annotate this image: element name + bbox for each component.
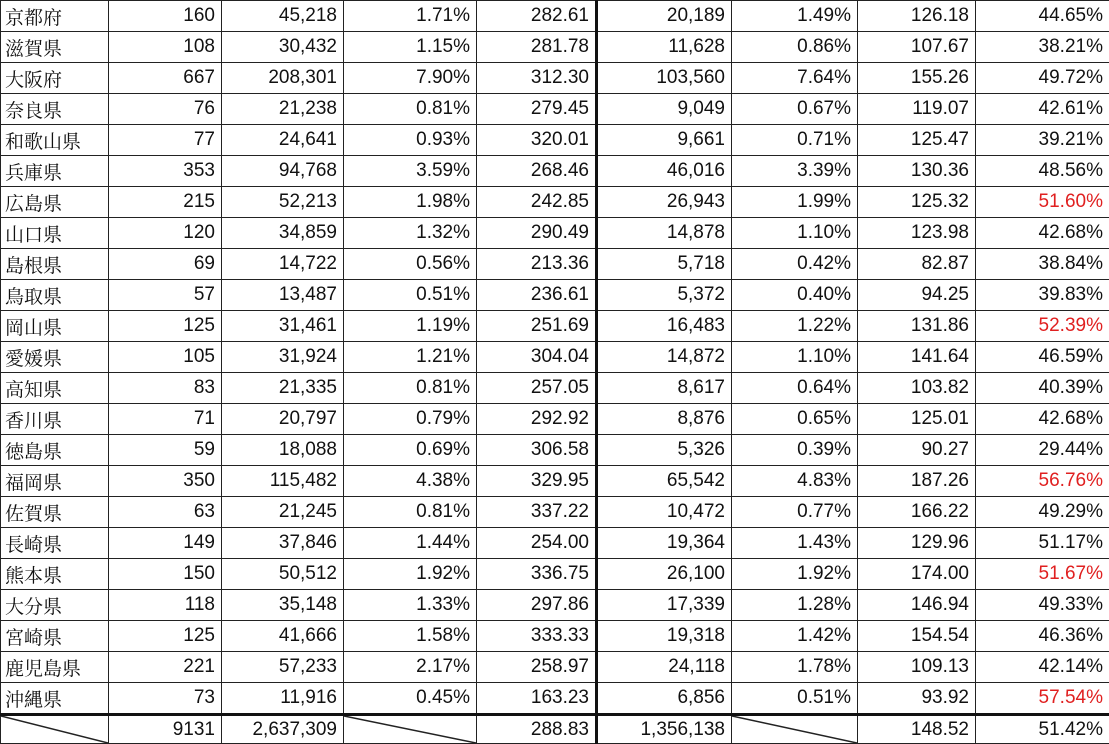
share-cell: 7.90%	[344, 63, 477, 94]
average-cell: 329.95	[477, 466, 597, 497]
average2-cell: 155.26	[858, 63, 976, 94]
share2-cell: 1.10%	[732, 342, 858, 373]
count2-cell: 10,472	[597, 497, 732, 528]
ratio-cell: 38.84%	[976, 249, 1109, 280]
ratio-cell: 39.21%	[976, 125, 1109, 156]
prefecture-cell: 鳥取県	[1, 280, 109, 311]
average-cell: 306.58	[477, 435, 597, 466]
count2-cell: 11,628	[597, 32, 732, 63]
average2-cell: 125.47	[858, 125, 976, 156]
share-cell: 1.32%	[344, 218, 477, 249]
table-row	[1, 1, 1109, 32]
members-cell: 21,335	[222, 373, 344, 404]
average2-cell: 82.87	[858, 249, 976, 280]
table-row	[1, 404, 1109, 435]
share2-cell: 0.67%	[732, 94, 858, 125]
table-row	[1, 280, 1109, 311]
share2-cell: 0.42%	[732, 249, 858, 280]
total-ratio: 51.42%	[976, 715, 1109, 744]
average-cell: 258.97	[477, 652, 597, 683]
ratio-cell: 49.72%	[976, 63, 1109, 94]
members-cell: 35,148	[222, 590, 344, 621]
share-cell: 1.92%	[344, 559, 477, 590]
prefecture-cell: 愛媛県	[1, 342, 109, 373]
ratio-cell: 42.61%	[976, 94, 1109, 125]
share2-cell: 1.92%	[732, 559, 858, 590]
members-cell: 37,846	[222, 528, 344, 559]
share-cell: 0.81%	[344, 94, 477, 125]
count2-cell: 24,118	[597, 652, 732, 683]
ratio-cell: 46.36%	[976, 621, 1109, 652]
count2-cell: 5,718	[597, 249, 732, 280]
share-cell: 1.19%	[344, 311, 477, 342]
count2-cell: 5,326	[597, 435, 732, 466]
count-cell: 125	[109, 311, 222, 342]
members-cell: 13,487	[222, 280, 344, 311]
ratio-cell: 40.39%	[976, 373, 1109, 404]
count-cell: 667	[109, 63, 222, 94]
prefecture-cell: 京都府	[1, 1, 109, 32]
average2-cell: 90.27	[858, 435, 976, 466]
average-cell: 257.05	[477, 373, 597, 404]
ratio-cell: 42.14%	[976, 652, 1109, 683]
share2-cell: 0.71%	[732, 125, 858, 156]
count2-cell: 14,878	[597, 218, 732, 249]
average2-cell: 141.64	[858, 342, 976, 373]
count-cell: 105	[109, 342, 222, 373]
members-cell: 11,916	[222, 683, 344, 715]
count-cell: 57	[109, 280, 222, 311]
prefecture-cell: 高知県	[1, 373, 109, 404]
average-cell: 336.75	[477, 559, 597, 590]
members-cell: 41,666	[222, 621, 344, 652]
table-row	[1, 559, 1109, 590]
ratio-cell: 49.29%	[976, 497, 1109, 528]
ratio-cell: 51.67%	[976, 559, 1109, 590]
share-cell: 1.71%	[344, 1, 477, 32]
table-row	[1, 590, 1109, 621]
total-avg2: 148.52	[858, 715, 976, 744]
count-cell: 125	[109, 621, 222, 652]
average-cell: 333.33	[477, 621, 597, 652]
average-cell: 236.61	[477, 280, 597, 311]
average2-cell: 107.67	[858, 32, 976, 63]
members-cell: 24,641	[222, 125, 344, 156]
average2-cell: 119.07	[858, 94, 976, 125]
table-row	[1, 32, 1109, 63]
count2-cell: 5,372	[597, 280, 732, 311]
count-cell: 118	[109, 590, 222, 621]
share2-cell: 0.39%	[732, 435, 858, 466]
average-cell: 281.78	[477, 32, 597, 63]
count-cell: 120	[109, 218, 222, 249]
prefecture-cell: 山口県	[1, 218, 109, 249]
count-cell: 73	[109, 683, 222, 715]
members-cell: 21,245	[222, 497, 344, 528]
average2-cell: 109.13	[858, 652, 976, 683]
count-cell: 83	[109, 373, 222, 404]
table-row	[1, 187, 1109, 218]
average2-cell: 125.32	[858, 187, 976, 218]
ratio-cell: 57.54%	[976, 683, 1109, 715]
count-cell: 160	[109, 1, 222, 32]
count-cell: 76	[109, 94, 222, 125]
total-avg: 288.83	[477, 715, 597, 744]
average-cell: 337.22	[477, 497, 597, 528]
share-cell: 1.33%	[344, 590, 477, 621]
average2-cell: 154.54	[858, 621, 976, 652]
total-members: 2,637,309	[222, 715, 344, 744]
ratio-cell: 44.65%	[976, 1, 1109, 32]
average-cell: 242.85	[477, 187, 597, 218]
prefecture-cell: 佐賀県	[1, 497, 109, 528]
table-row	[1, 311, 1109, 342]
share-cell: 4.38%	[344, 466, 477, 497]
share-cell: 0.56%	[344, 249, 477, 280]
total-share2-empty	[732, 715, 858, 744]
prefecture-cell: 沖縄県	[1, 683, 109, 715]
members-cell: 21,238	[222, 94, 344, 125]
table-row	[1, 466, 1109, 497]
table-row	[1, 497, 1109, 528]
members-cell: 34,859	[222, 218, 344, 249]
average2-cell: 123.98	[858, 218, 976, 249]
average-cell: 279.45	[477, 94, 597, 125]
members-cell: 18,088	[222, 435, 344, 466]
count2-cell: 20,189	[597, 1, 732, 32]
share2-cell: 0.86%	[732, 32, 858, 63]
members-cell: 94,768	[222, 156, 344, 187]
average2-cell: 129.96	[858, 528, 976, 559]
count2-cell: 8,876	[597, 404, 732, 435]
average-cell: 254.00	[477, 528, 597, 559]
count2-cell: 8,617	[597, 373, 732, 404]
share2-cell: 1.10%	[732, 218, 858, 249]
average2-cell: 125.01	[858, 404, 976, 435]
share2-cell: 0.77%	[732, 497, 858, 528]
members-cell: 31,924	[222, 342, 344, 373]
prefecture-cell: 長崎県	[1, 528, 109, 559]
prefecture-cell: 兵庫県	[1, 156, 109, 187]
table-row	[1, 435, 1109, 466]
prefecture-cell: 香川県	[1, 404, 109, 435]
count-cell: 71	[109, 404, 222, 435]
count2-cell: 46,016	[597, 156, 732, 187]
share-cell: 0.51%	[344, 280, 477, 311]
count2-cell: 9,049	[597, 94, 732, 125]
table-row	[1, 125, 1109, 156]
members-cell: 30,432	[222, 32, 344, 63]
average2-cell: 131.86	[858, 311, 976, 342]
total-count2: 1,356,138	[597, 715, 732, 744]
share2-cell: 1.78%	[732, 652, 858, 683]
total-share-empty	[344, 715, 477, 744]
share2-cell: 1.43%	[732, 528, 858, 559]
share-cell: 0.79%	[344, 404, 477, 435]
average2-cell: 187.26	[858, 466, 976, 497]
table-row	[1, 249, 1109, 280]
average-cell: 213.36	[477, 249, 597, 280]
count2-cell: 26,943	[597, 187, 732, 218]
prefecture-cell: 大分県	[1, 590, 109, 621]
count2-cell: 17,339	[597, 590, 732, 621]
prefecture-cell: 福岡県	[1, 466, 109, 497]
average-cell: 292.92	[477, 404, 597, 435]
share-cell: 2.17%	[344, 652, 477, 683]
average-cell: 163.23	[477, 683, 597, 715]
count2-cell: 65,542	[597, 466, 732, 497]
table-row	[1, 528, 1109, 559]
share-cell: 1.98%	[344, 187, 477, 218]
prefecture-cell: 大阪府	[1, 63, 109, 94]
members-cell: 14,722	[222, 249, 344, 280]
share2-cell: 0.64%	[732, 373, 858, 404]
members-cell: 52,213	[222, 187, 344, 218]
count2-cell: 6,856	[597, 683, 732, 715]
count2-cell: 16,483	[597, 311, 732, 342]
prefecture-cell: 熊本県	[1, 559, 109, 590]
table-row	[1, 373, 1109, 404]
prefecture-cell: 奈良県	[1, 94, 109, 125]
ratio-cell: 51.60%	[976, 187, 1109, 218]
average2-cell: 126.18	[858, 1, 976, 32]
ratio-cell: 38.21%	[976, 32, 1109, 63]
prefecture-cell: 島根県	[1, 249, 109, 280]
share-cell: 1.21%	[344, 342, 477, 373]
prefecture-cell: 徳島県	[1, 435, 109, 466]
members-cell: 50,512	[222, 559, 344, 590]
share2-cell: 7.64%	[732, 63, 858, 94]
prefecture-cell: 和歌山県	[1, 125, 109, 156]
share-cell: 0.93%	[344, 125, 477, 156]
share2-cell: 1.28%	[732, 590, 858, 621]
share2-cell: 1.99%	[732, 187, 858, 218]
share2-cell: 0.51%	[732, 683, 858, 715]
count2-cell: 103,560	[597, 63, 732, 94]
count-cell: 69	[109, 249, 222, 280]
count-cell: 149	[109, 528, 222, 559]
count-cell: 77	[109, 125, 222, 156]
members-cell: 20,797	[222, 404, 344, 435]
share-cell: 0.69%	[344, 435, 477, 466]
average-cell: 290.49	[477, 218, 597, 249]
share-cell: 0.81%	[344, 373, 477, 404]
ratio-cell: 51.17%	[976, 528, 1109, 559]
table-row	[1, 218, 1109, 249]
ratio-cell: 49.33%	[976, 590, 1109, 621]
members-cell: 115,482	[222, 466, 344, 497]
share2-cell: 0.40%	[732, 280, 858, 311]
prefecture-cell: 広島県	[1, 187, 109, 218]
average2-cell: 130.36	[858, 156, 976, 187]
count2-cell: 9,661	[597, 125, 732, 156]
average2-cell: 103.82	[858, 373, 976, 404]
average-cell: 268.46	[477, 156, 597, 187]
table-row	[1, 156, 1109, 187]
ratio-cell: 42.68%	[976, 218, 1109, 249]
table-row	[1, 652, 1109, 683]
average-cell: 251.69	[477, 311, 597, 342]
share2-cell: 1.22%	[732, 311, 858, 342]
count-cell: 350	[109, 466, 222, 497]
total-count: 9131	[109, 715, 222, 744]
total-label-cell	[1, 715, 109, 744]
table-row	[1, 342, 1109, 373]
prefecture-cell: 鹿児島県	[1, 652, 109, 683]
members-cell: 31,461	[222, 311, 344, 342]
ratio-cell: 39.83%	[976, 280, 1109, 311]
share2-cell: 1.49%	[732, 1, 858, 32]
count2-cell: 26,100	[597, 559, 732, 590]
average2-cell: 146.94	[858, 590, 976, 621]
average-cell: 320.01	[477, 125, 597, 156]
share-cell: 1.58%	[344, 621, 477, 652]
total-row	[1, 715, 1109, 744]
count-cell: 221	[109, 652, 222, 683]
share-cell: 3.59%	[344, 156, 477, 187]
share-cell: 1.44%	[344, 528, 477, 559]
average-cell: 297.86	[477, 590, 597, 621]
share-cell: 0.45%	[344, 683, 477, 715]
members-cell: 208,301	[222, 63, 344, 94]
table-row	[1, 94, 1109, 125]
ratio-cell: 46.59%	[976, 342, 1109, 373]
average2-cell: 93.92	[858, 683, 976, 715]
table-row	[1, 683, 1109, 715]
prefecture-cell: 滋賀県	[1, 32, 109, 63]
count2-cell: 19,364	[597, 528, 732, 559]
ratio-cell: 42.68%	[976, 404, 1109, 435]
ratio-cell: 52.39%	[976, 311, 1109, 342]
share2-cell: 3.39%	[732, 156, 858, 187]
share2-cell: 0.65%	[732, 404, 858, 435]
count2-cell: 19,318	[597, 621, 732, 652]
count-cell: 150	[109, 559, 222, 590]
ratio-cell: 56.76%	[976, 466, 1109, 497]
share-cell: 0.81%	[344, 497, 477, 528]
table-row	[1, 621, 1109, 652]
members-cell: 57,233	[222, 652, 344, 683]
average-cell: 312.30	[477, 63, 597, 94]
average-cell: 304.04	[477, 342, 597, 373]
count-cell: 353	[109, 156, 222, 187]
share2-cell: 1.42%	[732, 621, 858, 652]
share2-cell: 4.83%	[732, 466, 858, 497]
count2-cell: 14,872	[597, 342, 732, 373]
average-cell: 282.61	[477, 1, 597, 32]
count-cell: 59	[109, 435, 222, 466]
members-cell: 45,218	[222, 1, 344, 32]
average2-cell: 94.25	[858, 280, 976, 311]
prefecture-cell: 岡山県	[1, 311, 109, 342]
ratio-cell: 29.44%	[976, 435, 1109, 466]
ratio-cell: 48.56%	[976, 156, 1109, 187]
average2-cell: 166.22	[858, 497, 976, 528]
average2-cell: 174.00	[858, 559, 976, 590]
count-cell: 63	[109, 497, 222, 528]
count-cell: 215	[109, 187, 222, 218]
share-cell: 1.15%	[344, 32, 477, 63]
count-cell: 108	[109, 32, 222, 63]
table-row	[1, 63, 1109, 94]
prefecture-cell: 宮崎県	[1, 621, 109, 652]
